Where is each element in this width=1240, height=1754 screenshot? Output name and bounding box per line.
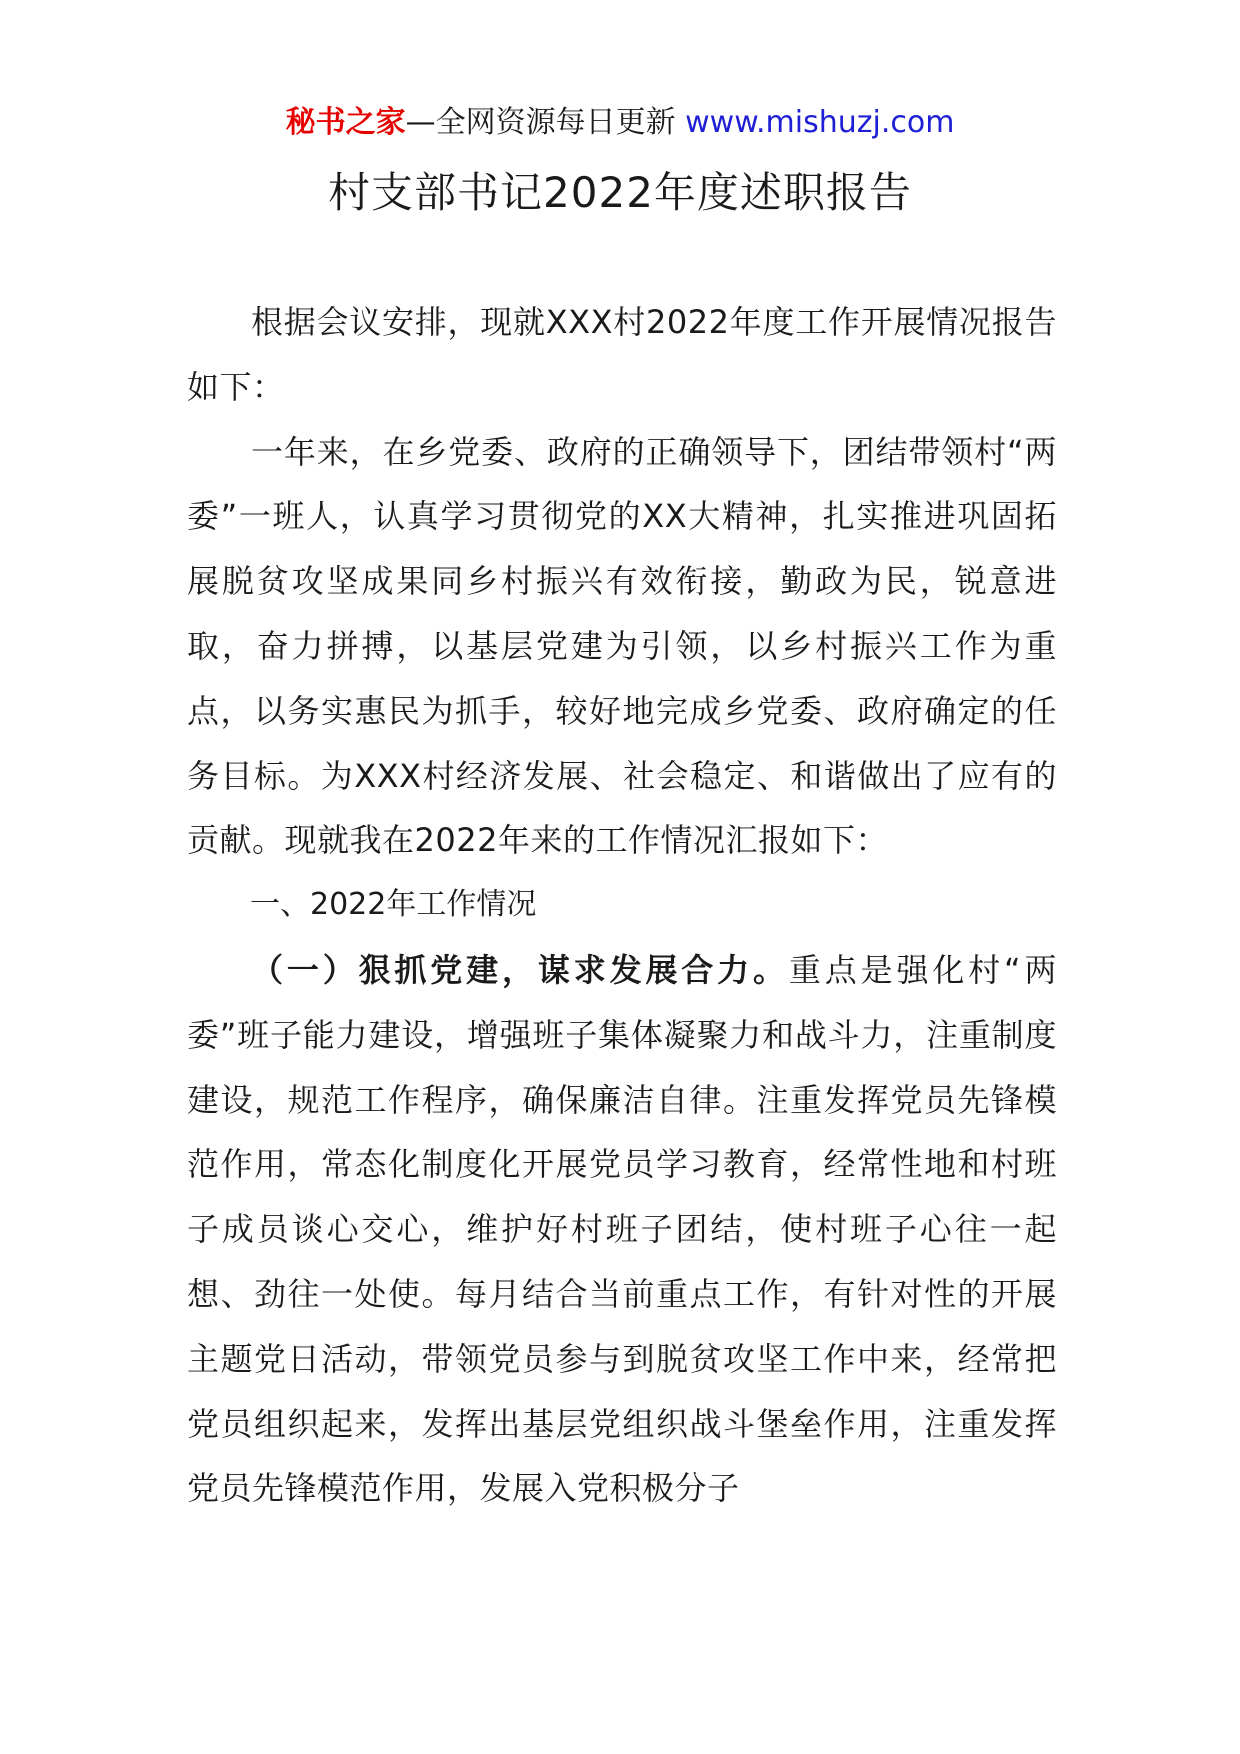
site-url-link[interactable]: www.mishuzj.com [685, 105, 955, 140]
header-slogan: —全网资源每日更新 [405, 105, 676, 140]
summary-paragraph: 一年来，在乡党委、政府的正确领导下，团结带领村“两委”一班人，认真学习贯彻党的XX大精神，扎实推进巩固拓展脱贫攻坚成果同乡村振兴有效衔接，勤政为民，锐意进取，奋力拼搏，以基层党建为引领，以乡村振兴工作为重点，以务实惠民为抓手，较好地完成乡党委、政府确定的任务目标。为XXX村经济发展、社会稳定、和谐做出了应有的贡献。现就我在2022年来的工作情况汇报如下： [187, 432, 1057, 860]
intro-paragraph: 根据会议安排，现就XXX村2022年度工作开展情况报告如下： [187, 303, 1057, 406]
site-header [0, 103, 1240, 143]
section-heading: 一、2022年工作情况 [250, 887, 537, 923]
document-title: 村支部书记2022年度述职报告 [328, 168, 912, 217]
document-body [187, 290, 1057, 1521]
section-item-paragraph [187, 938, 1057, 1521]
brand-name: 秘书之家 [285, 105, 406, 140]
item-text: 重点是强化村“两委”班子能力建设，增强班子集体凝聚力和战斗力，注重制度建设，规范工作程序，确保廉洁自律。注重发挥党员先锋模范作用，常态化制度化开展党员学习教育，经常性地和村班子成员谈心交心，维护好村班子团结，使村班子心往一起想、劲往一处使。每月结合当前重点工作，有针对性的开展主题党日活动，带领党员参与到脱贫攻坚工作中来，经常把党员组织起来，发挥出基层党组织战斗堡垒作用，注重发挥党员先锋模范作用，发展入党积极分子 [187, 950, 1057, 1508]
item-lead: （一）狠抓党建，谋求发展合力。 [251, 950, 789, 989]
